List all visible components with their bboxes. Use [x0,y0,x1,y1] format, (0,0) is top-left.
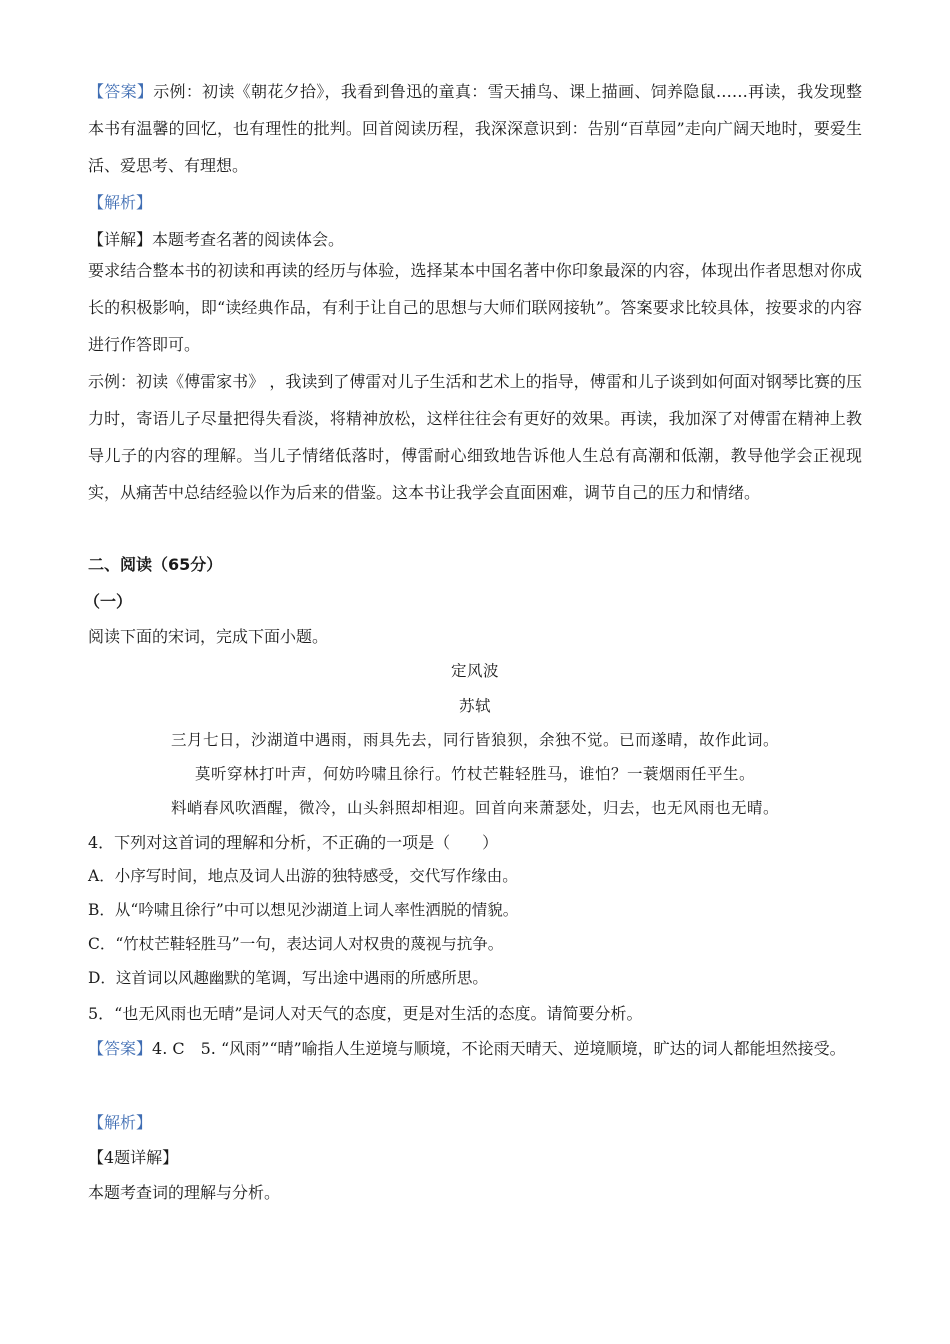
q3-example: 示例：初读《傅雷家书》 ，我读到了傅雷对儿子生活和艺术上的指导，傅雷和儿子谈到如何面对钢琴比赛的压力时，寄语儿子尽量把得失看淡，将精神放松，这样往往会有更好的效果。再读，我加深了对傅雷在精神上教导儿子的内容的理解。当儿子情绪低落时，傅雷耐心细致地告诉他人生总有高潮和低潮，教导他学会正视现实，从痛苦中总结经验以作为后来的借鉴。这本书让我学会直面困难，调节自己的压力和情绪。 [88,372,862,502]
answers-tag: 【答案】 [88,1039,153,1058]
q4-option-d: D．这首词以风趣幽默的笔调，写出途中遇雨的所感所思。 [88,969,488,987]
poem-line-1: 莫听穿林打叶声，何妨吟啸且徐行。竹杖芒鞋轻胜马，谁怕？一蓑烟雨任平生。 [194,765,755,783]
q4-option-a: A．小序写时间，地点及词人出游的独特感受，交代写作缘由。 [88,867,518,885]
poem-author: 苏轼 [458,697,491,715]
q4-option-c: C．“竹杖芒鞋轻胜马”一句，表达词人对权贵的蔑视与抗争。 [88,935,504,953]
reading-instruction: 阅读下面的宋词，完成下面小题。 [88,627,329,646]
q3-requirement: 要求结合整本书的初读和再读的经历与体验，选择某本中国名著中你印象最深的内容，体现出作者思想对你成长的积极影响，即“读经典作品，有利于让自己的思想与大师们联网接轨”。答案要求比较具体，按要求的内容进行作答即可。 [88,261,862,354]
q3-answer [88,73,862,184]
q4-option-b: B．从“吟啸且徐行”中可以想见沙湖道上词人率性洒脱的情貌。 [88,901,519,919]
answer-text: 示例：初读《朝花夕拾》，我看到鲁迅的童真：雪天捕鸟、课上描画、饲养隐鼠……再读，我发现整本书有温馨的回忆，也有理性的批判。回首阅读历程，我深深意识到：告别“百草园”走向广阔天地时，要爱生活、爱思考、有理想。 [88,82,862,175]
detail-text: 本题考查名著的阅读体会。 [152,230,345,249]
poem-line-2: 料峭春风吹酒醒，微冷，山头斜照却相迎。回首向来萧瑟处，归去，也无风雨也无晴。 [170,799,779,817]
answers-analysis-tag: 【解析】 [88,1113,153,1132]
q5-stem: 5．“也无风雨也无晴”是词人对天气的态度，更是对生活的态度。请简要分析。 [88,1004,643,1023]
part-heading: （一） [84,592,133,611]
detail-label: 【详解】 [88,230,153,249]
poem-title: 定风波 [450,662,499,680]
answers [88,1030,862,1067]
section-heading: 二、阅读（65分） [88,555,223,574]
q4-detail-text: 本题考查词的理解与分析。 [88,1183,281,1202]
answer-tag: 【答案】 [88,82,154,101]
poem-preface: 三月七日，沙湖道中遇雨，雨具先去，同行皆狼狈，余独不觉。已而遂晴，故作此词。 [170,731,779,749]
analysis-tag: 【解析】 [88,193,153,212]
answers-text: 4. C 5. “风雨”“晴”喻指人生逆境与顺境，不论雨天晴天、逆境顺境，旷达的词人都能坦然接受。 [152,1039,846,1058]
q4-detail-label: 【4题详解】 [88,1148,179,1167]
q4-stem: 4．下列对这首词的理解和分析，不正确的一项是（ ） [88,833,499,852]
